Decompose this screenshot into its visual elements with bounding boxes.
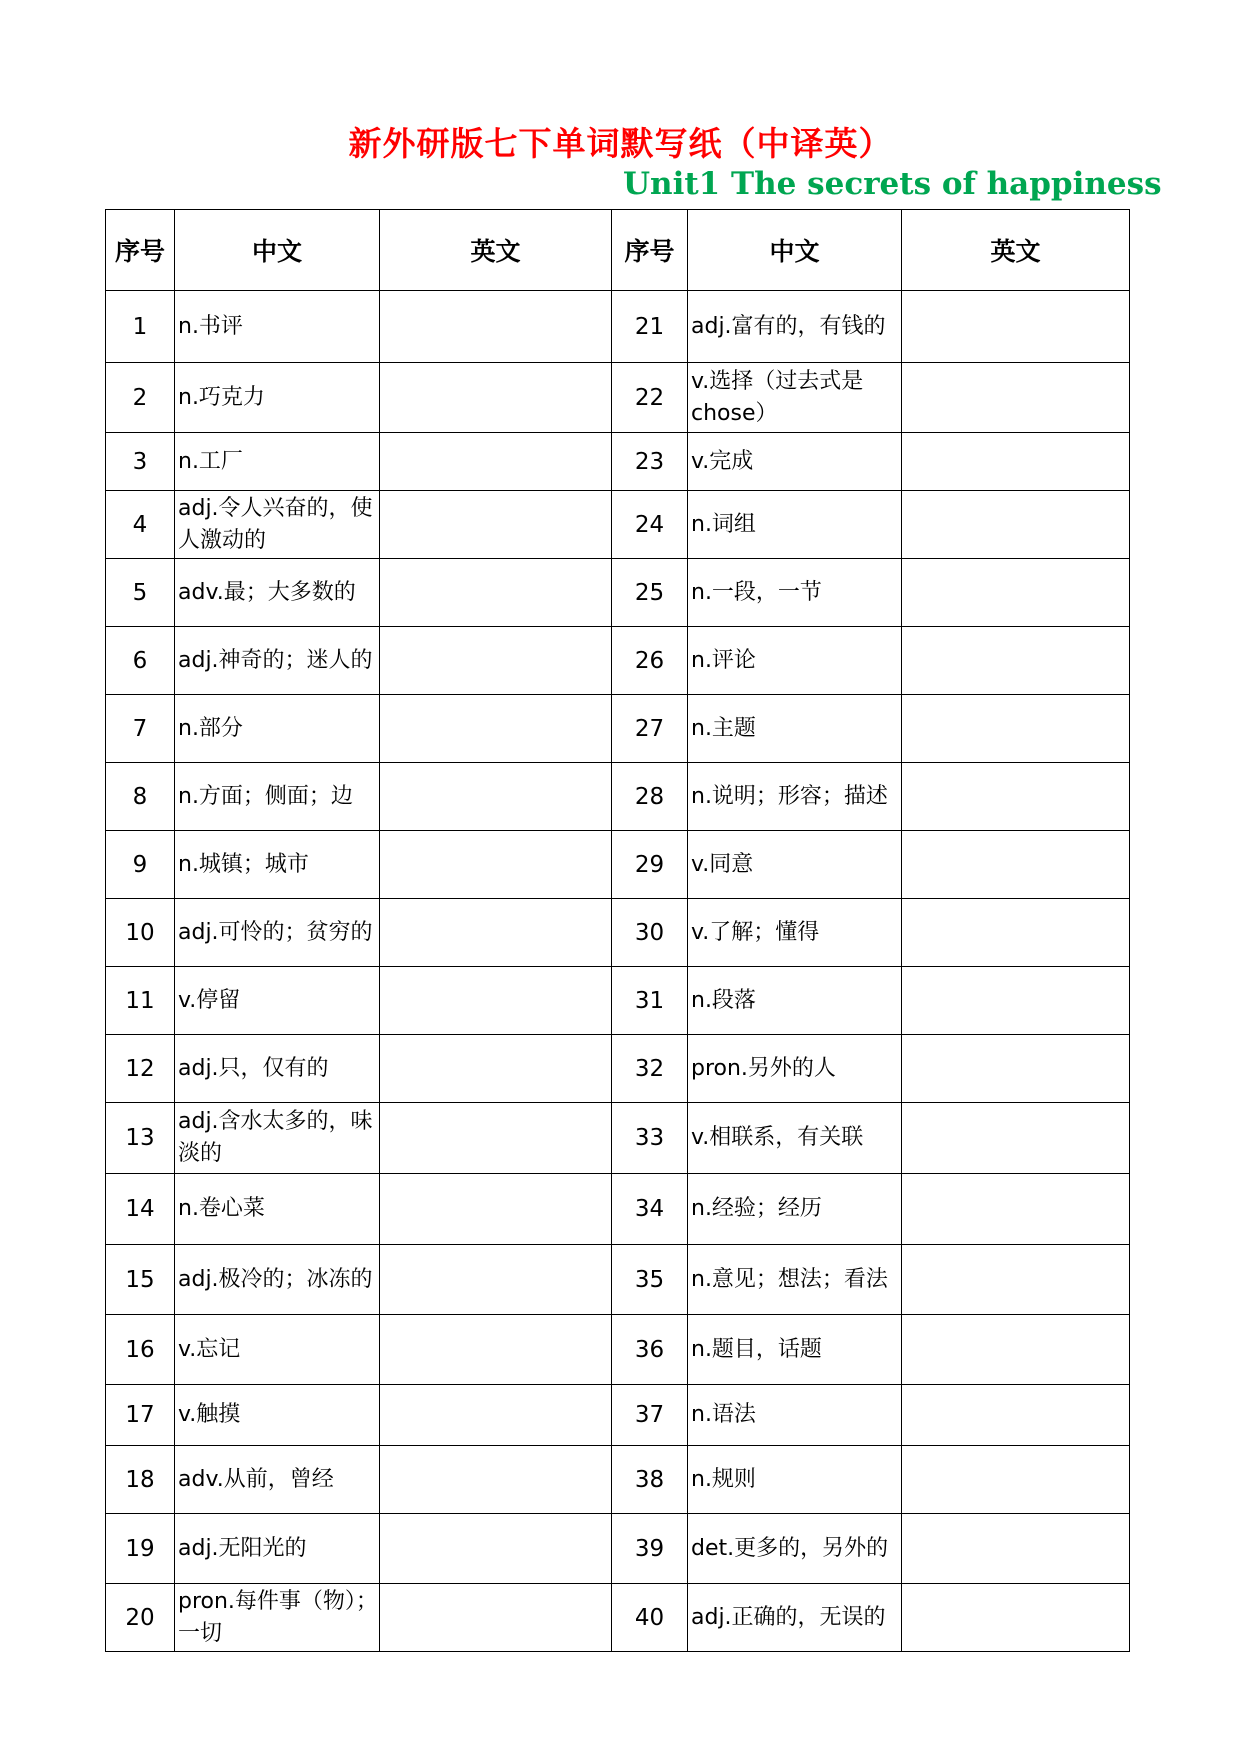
word-number: 27 — [612, 695, 688, 763]
chinese-meaning: adj.可怜的；贫穷的 — [175, 899, 380, 967]
english-answer-cell[interactable] — [902, 559, 1130, 627]
word-number: 25 — [612, 559, 688, 627]
english-answer-cell[interactable] — [380, 763, 612, 831]
chinese-meaning: n.评论 — [688, 627, 902, 695]
table-row — [106, 1174, 1130, 1245]
word-number: 10 — [106, 899, 175, 967]
word-number: 9 — [106, 831, 175, 899]
word-number: 12 — [106, 1035, 175, 1103]
english-answer-cell[interactable] — [380, 1514, 612, 1584]
chinese-meaning: adj.令人兴奋的，使人激动的 — [175, 491, 380, 559]
english-answer-cell[interactable] — [380, 1035, 612, 1103]
table-row — [106, 1103, 1130, 1174]
word-number: 16 — [106, 1315, 175, 1385]
english-answer-cell[interactable] — [902, 899, 1130, 967]
english-answer-cell[interactable] — [380, 1584, 612, 1652]
word-number: 40 — [612, 1584, 688, 1652]
chinese-meaning: n.规则 — [688, 1446, 902, 1514]
word-number: 36 — [612, 1315, 688, 1385]
word-number: 5 — [106, 559, 175, 627]
table-row — [106, 831, 1130, 899]
english-answer-cell[interactable] — [380, 1385, 612, 1446]
chinese-meaning: adj.神奇的；迷人的 — [175, 627, 380, 695]
english-answer-cell[interactable] — [380, 899, 612, 967]
word-number: 33 — [612, 1103, 688, 1174]
chinese-meaning: v.停留 — [175, 967, 380, 1035]
word-number: 8 — [106, 763, 175, 831]
chinese-meaning: pron.另外的人 — [688, 1035, 902, 1103]
word-number: 31 — [612, 967, 688, 1035]
word-number: 32 — [612, 1035, 688, 1103]
english-answer-cell[interactable] — [902, 291, 1130, 363]
english-answer-cell[interactable] — [380, 1103, 612, 1174]
english-answer-cell[interactable] — [902, 1174, 1130, 1245]
chinese-meaning: n.词组 — [688, 491, 902, 559]
chinese-meaning: adj.富有的，有钱的 — [688, 291, 902, 363]
english-answer-cell[interactable] — [380, 967, 612, 1035]
chinese-meaning: n.方面；侧面；边 — [175, 763, 380, 831]
chinese-meaning: v.了解；懂得 — [688, 899, 902, 967]
chinese-meaning: adj.极冷的；冰冻的 — [175, 1245, 380, 1315]
word-number: 4 — [106, 491, 175, 559]
word-number: 20 — [106, 1584, 175, 1652]
english-answer-cell[interactable] — [380, 433, 612, 491]
word-number: 39 — [612, 1514, 688, 1584]
word-number: 17 — [106, 1385, 175, 1446]
english-answer-cell[interactable] — [380, 831, 612, 899]
english-answer-cell[interactable] — [902, 627, 1130, 695]
chinese-meaning: n.城镇；城市 — [175, 831, 380, 899]
word-number: 18 — [106, 1446, 175, 1514]
chinese-meaning: n.工厂 — [175, 433, 380, 491]
english-answer-cell[interactable] — [902, 1245, 1130, 1315]
table-row — [106, 1446, 1130, 1514]
chinese-meaning: n.书评 — [175, 291, 380, 363]
english-answer-cell[interactable] — [380, 627, 612, 695]
header-english-right: 英文 — [902, 210, 1130, 291]
english-answer-cell[interactable] — [380, 695, 612, 763]
word-number: 38 — [612, 1446, 688, 1514]
word-number: 19 — [106, 1514, 175, 1584]
chinese-meaning: v.完成 — [688, 433, 902, 491]
chinese-meaning: adj.正确的，无误的 — [688, 1584, 902, 1652]
english-answer-cell[interactable] — [380, 291, 612, 363]
chinese-meaning: n.部分 — [175, 695, 380, 763]
table-row — [106, 967, 1130, 1035]
english-answer-cell[interactable] — [380, 1446, 612, 1514]
header-chinese-left: 中文 — [175, 210, 380, 291]
table-row — [106, 291, 1130, 363]
chinese-meaning: pron.每件事（物）； 一切 — [175, 1584, 380, 1652]
table-row — [106, 763, 1130, 831]
chinese-meaning: v.忘记 — [175, 1315, 380, 1385]
word-number: 22 — [612, 363, 688, 433]
chinese-meaning: v.相联系，有关联 — [688, 1103, 902, 1174]
table-row — [106, 363, 1130, 433]
chinese-meaning: adv.最；大多数的 — [175, 559, 380, 627]
chinese-meaning: adj.含水太多的，味淡的 — [175, 1103, 380, 1174]
chinese-meaning: n.一段，一节 — [688, 559, 902, 627]
english-answer-cell[interactable] — [902, 1446, 1130, 1514]
word-number: 7 — [106, 695, 175, 763]
english-answer-cell[interactable] — [902, 831, 1130, 899]
word-number: 21 — [612, 291, 688, 363]
table-header-row — [106, 210, 1130, 291]
chinese-meaning: v.选择（过去式是chose） — [688, 363, 902, 433]
chinese-meaning: v.触摸 — [175, 1385, 380, 1446]
table-row — [106, 559, 1130, 627]
english-answer-cell[interactable] — [902, 967, 1130, 1035]
chinese-meaning: n.语法 — [688, 1385, 902, 1446]
table-row — [106, 695, 1130, 763]
word-number: 1 — [106, 291, 175, 363]
chinese-meaning: n.卷心菜 — [175, 1174, 380, 1245]
word-number: 14 — [106, 1174, 175, 1245]
word-number: 11 — [106, 967, 175, 1035]
word-number: 34 — [612, 1174, 688, 1245]
english-answer-cell[interactable] — [902, 1315, 1130, 1385]
word-number: 24 — [612, 491, 688, 559]
chinese-meaning: adj.无阳光的 — [175, 1514, 380, 1584]
english-answer-cell[interactable] — [380, 1315, 612, 1385]
table-row — [106, 1315, 1130, 1385]
vocabulary-table — [105, 209, 1130, 1652]
word-number: 6 — [106, 627, 175, 695]
header-number-left: 序号 — [106, 210, 175, 291]
chinese-meaning: adj.只，仅有的 — [175, 1035, 380, 1103]
header-chinese-right: 中文 — [688, 210, 902, 291]
word-number: 29 — [612, 831, 688, 899]
english-answer-cell[interactable] — [380, 491, 612, 559]
english-answer-cell[interactable] — [380, 559, 612, 627]
word-number: 15 — [106, 1245, 175, 1315]
english-answer-cell[interactable] — [902, 1584, 1130, 1652]
header-number-right: 序号 — [612, 210, 688, 291]
english-answer-cell[interactable] — [380, 1174, 612, 1245]
chinese-meaning: adv.从前，曾经 — [175, 1446, 380, 1514]
unit-subtitle: Unit1 The secrets of happiness — [623, 166, 1162, 202]
english-answer-cell[interactable] — [902, 1385, 1130, 1446]
word-number: 23 — [612, 433, 688, 491]
page-title: 新外研版七下单词默写纸（中译英） — [348, 124, 893, 163]
word-number: 30 — [612, 899, 688, 967]
chinese-meaning: n.题目，话题 — [688, 1315, 902, 1385]
word-number: 28 — [612, 763, 688, 831]
word-number: 37 — [612, 1385, 688, 1446]
english-answer-cell[interactable] — [902, 491, 1130, 559]
table-row — [106, 491, 1130, 559]
chinese-meaning: n.意见；想法；看法 — [688, 1245, 902, 1315]
table-row — [106, 627, 1130, 695]
word-number: 3 — [106, 433, 175, 491]
english-answer-cell[interactable] — [902, 1035, 1130, 1103]
chinese-meaning: n.主题 — [688, 695, 902, 763]
table-row — [106, 899, 1130, 967]
english-answer-cell[interactable] — [902, 1514, 1130, 1584]
chinese-meaning: n.巧克力 — [175, 363, 380, 433]
table-body — [106, 291, 1130, 1652]
header-english-left: 英文 — [380, 210, 612, 291]
english-answer-cell[interactable] — [902, 1103, 1130, 1174]
table-row — [106, 1385, 1130, 1446]
english-answer-cell[interactable] — [902, 433, 1130, 491]
word-number: 2 — [106, 363, 175, 433]
word-number: 35 — [612, 1245, 688, 1315]
chinese-meaning: v.同意 — [688, 831, 902, 899]
chinese-meaning: n.经验；经历 — [688, 1174, 902, 1245]
chinese-meaning: n.说明；形容；描述 — [688, 763, 902, 831]
chinese-meaning: det.更多的，另外的 — [688, 1514, 902, 1584]
chinese-meaning: n.段落 — [688, 967, 902, 1035]
table-row — [106, 1514, 1130, 1584]
word-number: 13 — [106, 1103, 175, 1174]
table-row — [106, 1035, 1130, 1103]
word-number: 26 — [612, 627, 688, 695]
english-answer-cell[interactable] — [380, 1245, 612, 1315]
table-row — [106, 1245, 1130, 1315]
english-answer-cell[interactable] — [902, 363, 1130, 433]
table-row — [106, 1584, 1130, 1652]
english-answer-cell[interactable] — [902, 763, 1130, 831]
english-answer-cell[interactable] — [902, 695, 1130, 763]
english-answer-cell[interactable] — [380, 363, 612, 433]
table-row — [106, 433, 1130, 491]
